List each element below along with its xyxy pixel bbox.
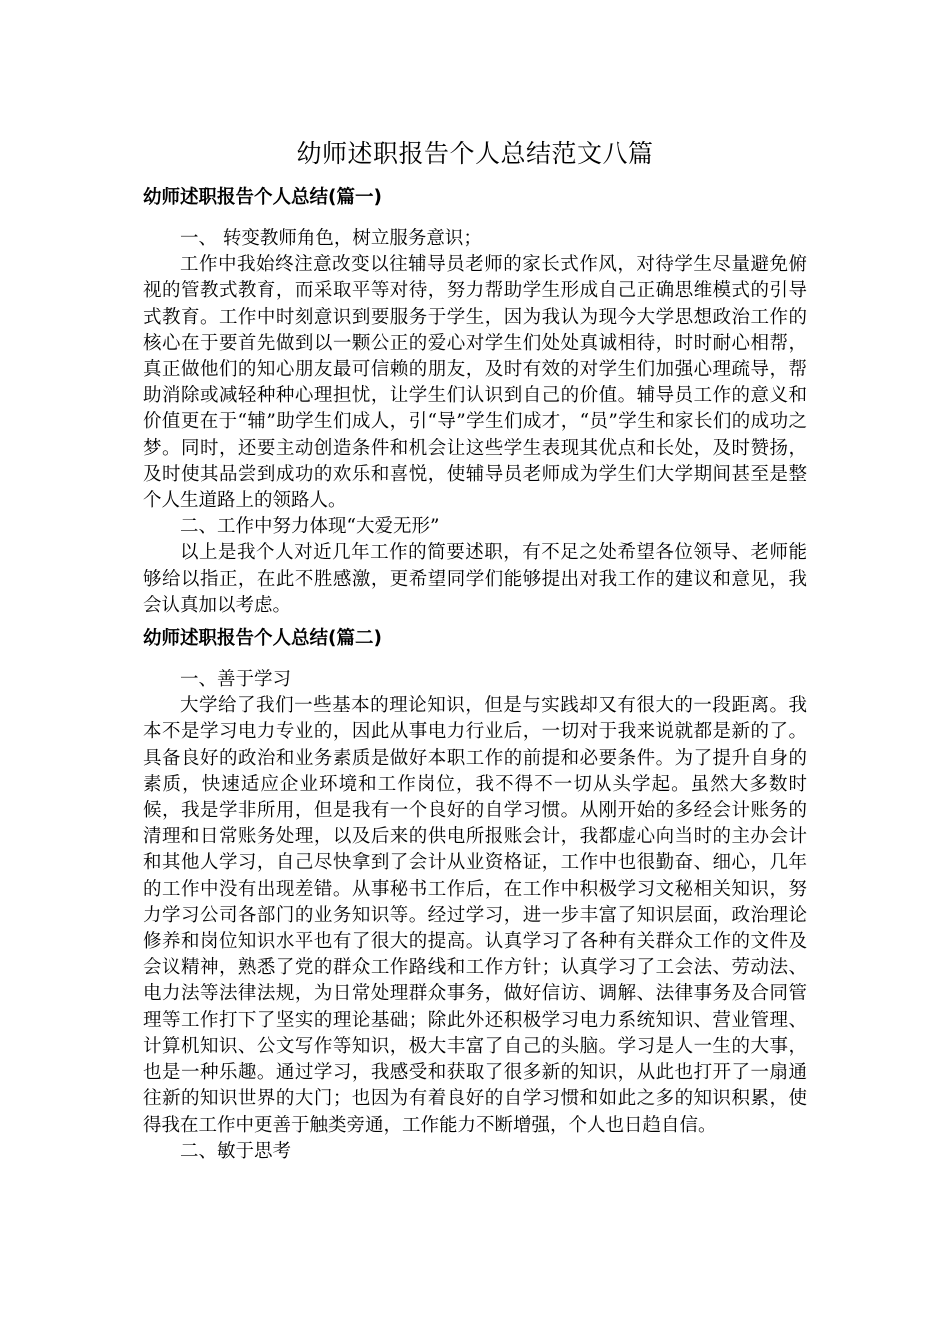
- document-page: [143, 132, 807, 1165]
- paragraph: 大学给了我们一些基本的理论知识，但是与实践却又有很大的一段距离。我本不是学习电力专业的，因此从事电力行业后，一切对于我来说就都是新的了。具备良好的政治和业务素质是做好本职工作的前提和必要条件。为了提升自身的素质，快速适应企业环境和工作岗位，我不得不一切从头学起。虽然大多数时候，我是学非所用，但是我有一个良好的自学习惯。从刚开始的多经会计账务的清理和日常账务处理，以及后来的供电所报账会计，我都虚心向当时的主办会计和其他人学习，自己尽快拿到了会计从业资格证，工作中也很勤奋、细心，几年的工作中没有出现差错。从事秘书工作后，在工作中积极学习文秘相关知识，努力学习公司各部门的业务知识等。经过学习，进一步丰富了知识层面，政治理论修养和岗位知识水平也有了很大的提高。认真学习了各种有关群众工作的文件及会议精神，熟悉了党的群众工作路线和工作方针；认真学习了工会法、劳动法、电力法等法律法规，为日常处理群众事务，做好信访、调解、法律事务及合同管理等工作打下了坚实的理论基础；除此外还积极学习电力系统知识、营业管理、计算机知识、公文写作等知识，极大丰富了自己的头脑。学习是人一生的大事，也是一种乐趣。通过学习，我感受和获取了很多新的知识，从此也打开了一扇通往新的知识世界的大门；也因为有着良好的自学习惯和如此之多的知识积累，使得我在工作中更善于触类旁通，工作能力不断增强，个人也日趋自信。: [143, 695, 807, 1136]
- paragraph: 工作中我始终注意改变以往辅导员老师的家长式作风，对待学生尽量避免俯视的管教式教育，而采取平等对待，努力帮助学生形成自己正确思维模式的引导式教育。工作中时刻意识到要服务于学生，因为我认为现今大学思想政治工作的核心在于要首先做到以一颗公正的爱心对学生们处处真诚相待，时时耐心相帮，真正做他们的知心朋友最可信赖的朋友，及时有效的对学生们加强心理疏导，帮助消除或减轻种种心理担忧，让学生们认识到自己的价值。辅导员工作的意义和价值更在于“辅”助学生们成人，引“导”学生们成才，“员”学生和家长们的成功之梦。同时，还要主动创造条件和机会让这些学生表现其优点和长处，及时赞扬，及时使其品尝到成功的欢乐和喜悦，使辅导员老师成为学生们大学期间甚至是整个人生道路上的领路人。: [143, 254, 807, 512]
- subheading: 一、善于学习: [180, 669, 292, 691]
- section-1: [143, 184, 807, 619]
- document-title: 幼师述职报告个人总结范文八篇: [296, 139, 654, 168]
- subheading: 一、 转变教师角色，树立服务意识；: [180, 228, 482, 249]
- section-heading: 幼师述职报告个人总结(篇二): [143, 628, 382, 650]
- subheading: 二、工作中努力体现“大爱无形”: [180, 516, 440, 538]
- section-heading: 幼师述职报告个人总结(篇一): [143, 187, 382, 208]
- section-2: [143, 625, 807, 1165]
- paragraph: 以上是我个人对近几年工作的简要述职，有不足之处希望各位领导、老师能够给以指正，在此不胜感激，更希望同学们能够提出对我工作的建议和意见，我会认真加以考虑。: [143, 542, 807, 616]
- subheading: 二、敏于思考: [180, 1140, 292, 1162]
